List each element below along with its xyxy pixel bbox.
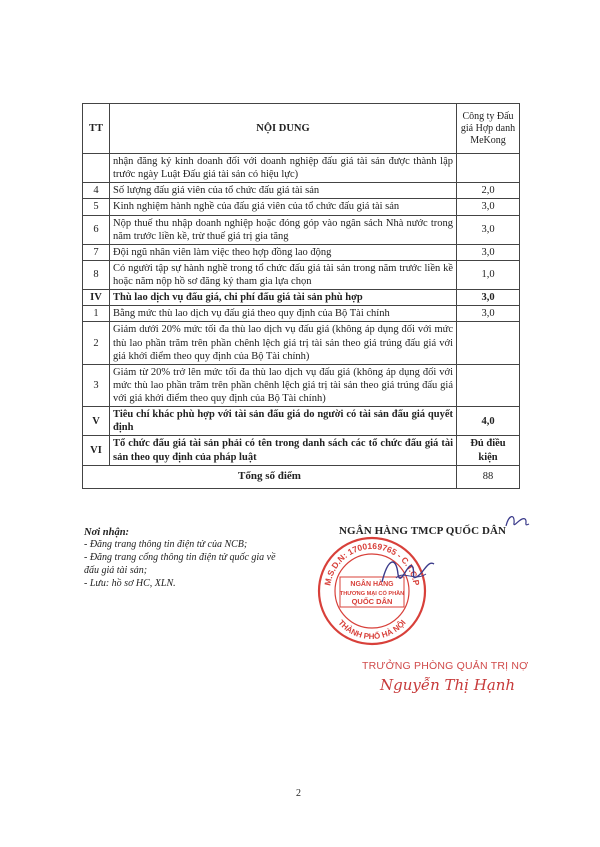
row-score	[457, 364, 520, 406]
table-row	[83, 260, 520, 289]
row-tt: 3	[83, 364, 110, 406]
table-row	[83, 154, 520, 183]
row-score: 2,0	[457, 183, 520, 199]
page-number: 2	[296, 788, 301, 799]
recipient-item: - Đăng trang cổng thông tin điện tử quốc gia về đấu giá tài sản;	[84, 552, 276, 577]
table-row	[83, 306, 520, 322]
row-tt: 2	[83, 322, 110, 364]
row-tt: 5	[83, 199, 110, 215]
row-content: Tiêu chí khác phù hợp với tài sản đấu giá do người có tài sản đấu giá quyết định	[110, 407, 457, 436]
total-score: 88	[457, 465, 520, 488]
row-tt: V	[83, 407, 110, 436]
bank-name: NGÂN HÀNG TMCP QUỐC DÂN	[339, 525, 507, 537]
row-tt: 6	[83, 215, 110, 244]
table-row	[83, 322, 520, 364]
row-content: Tổ chức đấu giá tài sản phải có tên trong danh sách các tổ chức đấu giá tài sản theo quy định của pháp luật	[110, 436, 457, 465]
row-score: 3,0	[457, 215, 520, 244]
row-score	[457, 154, 520, 183]
row-content: Kinh nghiệm hành nghề của đấu giá viên của tổ chức đấu giá tài sản	[110, 199, 457, 215]
total-row	[83, 465, 520, 488]
table-row	[83, 364, 520, 406]
row-content: Giảm dưới 20% mức tối đa thù lao dịch vụ đấu giá (không áp dụng đối với mức thù lao phần trăm trên phần chênh lệch giá trị tài sản theo giá trúng đấu giá với giá khởi điểm theo quy định của Bộ Tài chính)	[110, 322, 457, 364]
row-score: 1,0	[457, 260, 520, 289]
row-tt: VI	[83, 436, 110, 465]
header-tt: TT	[83, 104, 110, 154]
recipient-item: - Đăng trang thông tin điện tử của NCB;	[84, 539, 248, 551]
row-tt	[83, 154, 110, 183]
row-content: Thù lao dịch vụ đấu giá, chi phí đấu giá tài sản phù hợp	[110, 290, 457, 306]
recipient-item: - Lưu: hồ sơ HC, XLN.	[84, 577, 176, 589]
row-score: 3,0	[457, 199, 520, 215]
row-content: Đội ngũ nhân viên làm việc theo hợp đồng lao động	[110, 244, 457, 260]
row-score	[457, 322, 520, 364]
scoring-table	[82, 103, 520, 489]
position-title: TRƯỞNG PHÒNG QUẢN TRỊ NỢ	[362, 660, 529, 672]
table-row	[83, 290, 520, 306]
total-label: Tổng số điểm	[83, 465, 457, 488]
row-score: 4,0	[457, 407, 520, 436]
row-tt: 8	[83, 260, 110, 289]
row-content: Giảm từ 20% trở lên mức tối đa thù lao dịch vụ đấu giá (không áp dụng đối với mức thù lao phần trăm trên phần chênh lệch giá trị tài sản theo giá trúng đấu giá với giá khởi điểm theo quy định của Bộ Tài chính)	[110, 364, 457, 406]
row-content: Số lượng đấu giá viên của tổ chức đấu giá tài sản	[110, 183, 457, 199]
stamp-line3: QUỐC DÂN	[351, 597, 393, 606]
recipients-title: Nơi nhận:	[84, 527, 130, 538]
row-tt: IV	[83, 290, 110, 306]
row-score: 3,0	[457, 290, 520, 306]
table-row	[83, 199, 520, 215]
table-row	[83, 244, 520, 260]
handwritten-signature	[378, 552, 438, 592]
row-content: Nộp thuế thu nhập doanh nghiệp hoặc đóng góp vào ngân sách Nhà nước trong năm trước liền kề, trừ thuế giá trị gia tăng	[110, 215, 457, 244]
row-content: Có người tập sự hành nghề trong tổ chức đấu giá tài sản trong năm trước liền kề hoặc năm nộp hồ sơ đăng ký tham gia lựa chọn	[110, 260, 457, 289]
table-row	[83, 407, 520, 436]
table-header-row	[83, 104, 520, 154]
row-content: nhận đăng ký kinh doanh đối với doanh nghiệp đấu giá tài sản được thành lập trước ngày Luật Đấu giá tài sản có hiệu lực)	[110, 154, 457, 183]
row-tt: 7	[83, 244, 110, 260]
row-tt: 1	[83, 306, 110, 322]
row-content: Bằng mức thù lao dịch vụ đấu giá theo quy định của Bộ Tài chính	[110, 306, 457, 322]
row-score: 3,0	[457, 306, 520, 322]
row-score: 3,0	[457, 244, 520, 260]
stamp-ring-text: M.S.D.N: 1700169765 - C.T.C.P	[322, 540, 422, 587]
table-body	[83, 154, 520, 489]
table-row	[83, 436, 520, 465]
initial-signature	[503, 510, 531, 532]
stamp-bottom-text: THÀNH PHỐ HÀ NỘI	[336, 618, 408, 642]
header-company: Công ty Đấu giá Hợp danh MeKong	[457, 104, 520, 154]
row-tt: 4	[83, 183, 110, 199]
row-score: Đủ điều kiện	[457, 436, 520, 465]
table-row	[83, 183, 520, 199]
stamp-line2: THƯƠNG MẠI CỔ PHẦN	[339, 591, 405, 597]
table-row	[83, 215, 520, 244]
signer-name: Nguyễn Thị Hạnh	[380, 676, 516, 694]
stamp-line1: NGÂN HÀNG	[350, 581, 394, 588]
header-content: NỘI DUNG	[110, 104, 457, 154]
recipients-block	[84, 526, 284, 591]
